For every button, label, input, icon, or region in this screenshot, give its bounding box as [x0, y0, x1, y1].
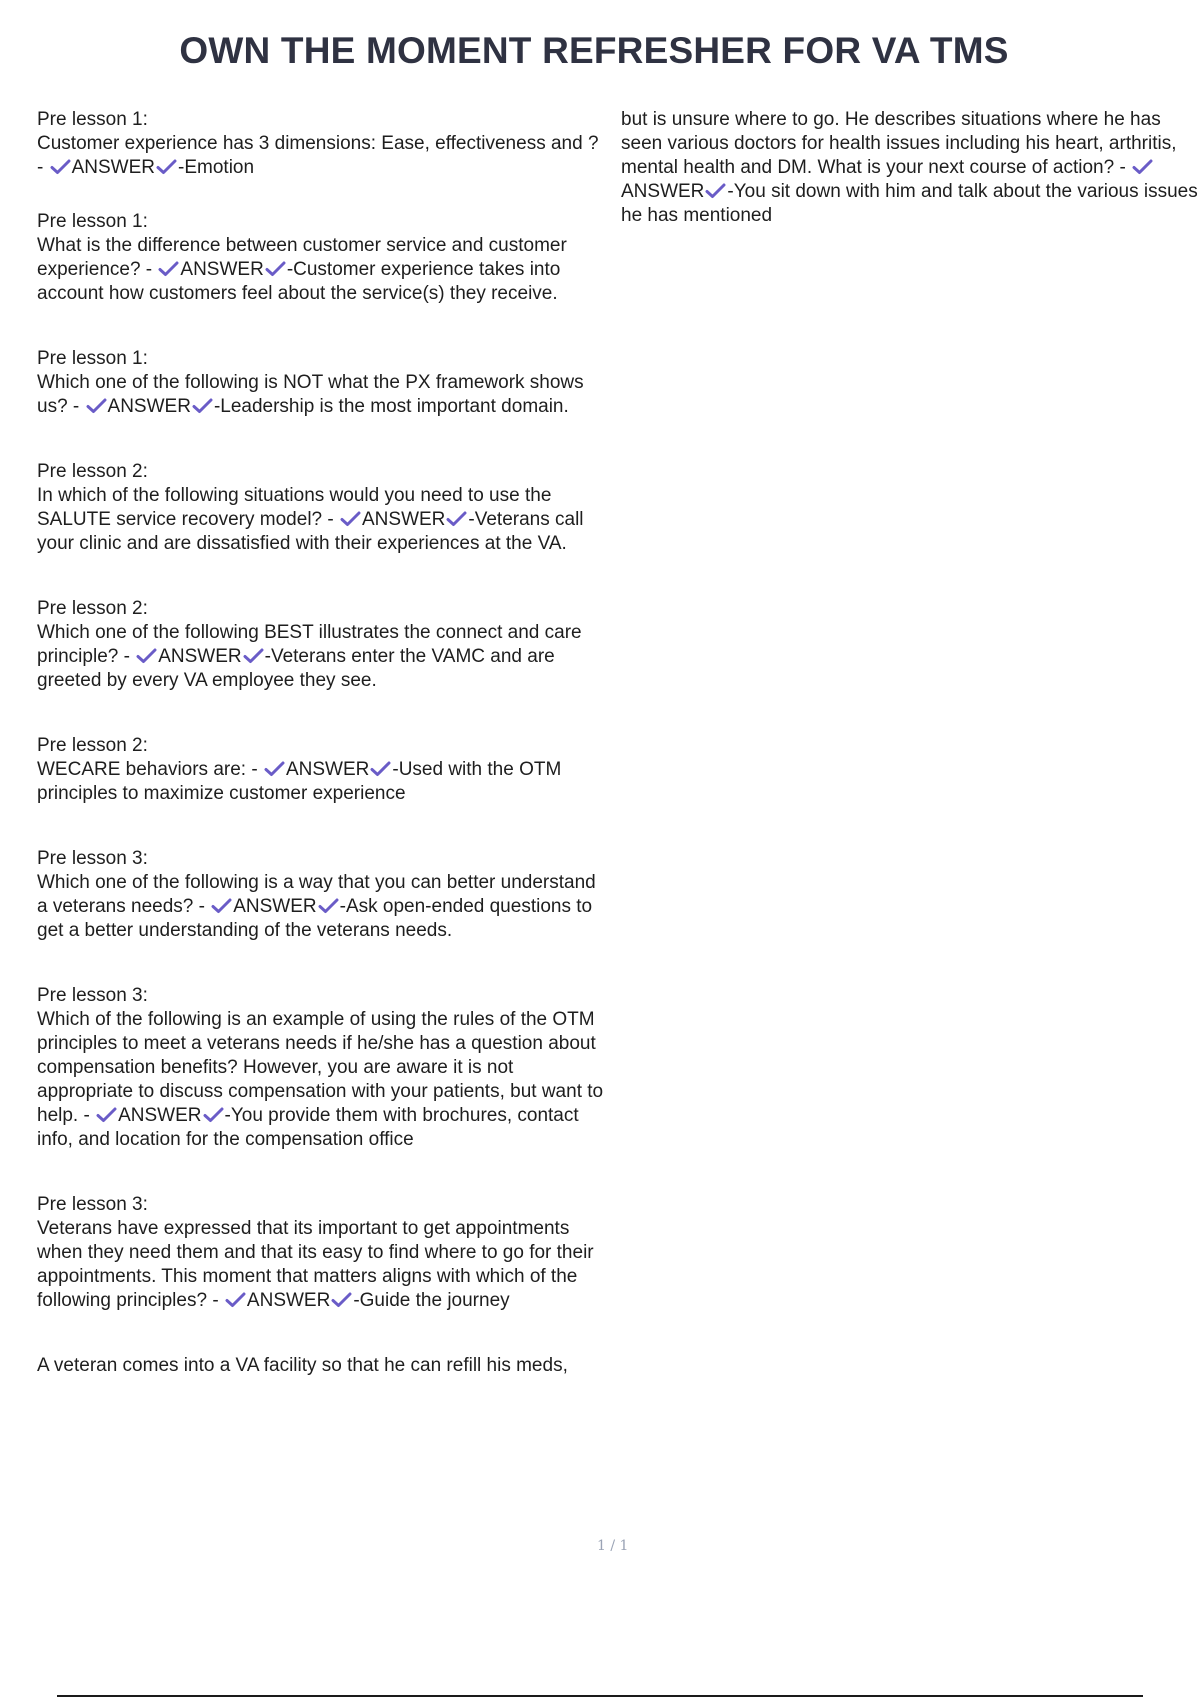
qa-item-continued-start — [37, 1354, 609, 1378]
check-icon — [50, 158, 71, 175]
question-text: Which one of the following BEST illustrates the connect and care principle? - — [37, 622, 582, 667]
question-text: Veterans have expressed that its important to get appointments when they need them and that its easy to find where to go for their appointments. This moment that matters aligns with which of the following principles? - — [37, 1218, 594, 1311]
qa-item — [37, 108, 609, 180]
lesson-label: Pre lesson 1: — [37, 348, 148, 369]
answer-text: -Leadership is the most important domain. — [213, 396, 569, 417]
check-icon — [243, 647, 264, 664]
qa-item — [37, 1193, 609, 1313]
qa-item — [37, 597, 609, 693]
check-icon — [136, 647, 157, 664]
check-icon — [158, 260, 179, 277]
check-icon — [705, 182, 726, 199]
question-text: In which of the following situations would you need to use the SALUTE service recovery model? - — [37, 485, 552, 530]
answer-word: ANSWER — [107, 396, 191, 417]
check-icon — [446, 510, 467, 527]
qa-item-continued-end — [621, 108, 1199, 228]
answer-text: -You sit down with him and talk about the various issues he has mentioned — [621, 181, 1198, 226]
check-icon — [192, 397, 213, 414]
question-text: Customer experience has 3 dimensions: Ease, effectiveness and ? - — [37, 133, 599, 178]
question-text: What is the difference between customer service and customer experience? - — [37, 235, 567, 280]
check-icon — [225, 1291, 246, 1308]
answer-text: -Veterans call your clinic and are dissatisfied with their experiences at the VA. — [37, 509, 584, 554]
check-icon — [1132, 158, 1153, 175]
answer-word: ANSWER — [180, 259, 264, 280]
lesson-label: Pre lesson 3: — [37, 985, 148, 1006]
question-text: Which one of the following is a way that you can better understand a veterans needs? - — [37, 872, 596, 917]
document-title: OWN THE MOMENT REFRESHER FOR VA TMS — [179, 30, 1009, 71]
right-column — [621, 108, 1199, 228]
answer-text: -You provide them with brochures, contact info, and location for the compensation office — [37, 1105, 579, 1150]
lesson-label: Pre lesson 1: — [37, 211, 148, 232]
left-column — [37, 108, 609, 1378]
check-icon — [203, 1106, 224, 1123]
qa-item — [37, 347, 609, 419]
lesson-label: Pre lesson 1: — [37, 109, 148, 130]
qa-item — [37, 734, 609, 806]
answer-text: -Customer experience takes into account how customers feel about the service(s) they receive. — [37, 259, 561, 304]
check-icon — [331, 1291, 352, 1308]
answer-word: ANSWER — [233, 896, 317, 917]
lesson-label: Pre lesson 2: — [37, 735, 148, 756]
answer-word: ANSWER — [71, 157, 156, 178]
question-text: A veteran comes into a VA facility so that he can refill his meds, — [37, 1355, 568, 1376]
question-text: Which of the following is an example of using the rules of the OTM principles to meet a veterans needs if he/she has a question about compensation benefits? However, you are aware it is not appropriate to discuss compensation with your patients, but want to help. - — [37, 1009, 604, 1126]
answer-word: ANSWER — [158, 646, 242, 667]
qa-item — [37, 460, 609, 556]
lesson-label: Pre lesson 2: — [37, 461, 148, 482]
answer-text: -Ask open-ended questions to get a better understanding of the veterans needs. — [37, 896, 593, 941]
qa-item — [37, 847, 609, 943]
lesson-label: Pre lesson 3: — [37, 1194, 148, 1215]
check-icon — [156, 158, 177, 175]
lesson-label: Pre lesson 2: — [37, 598, 148, 619]
footer-rule — [57, 1695, 1143, 1697]
question-text: WECARE behaviors are: - — [37, 759, 263, 780]
answer-text: -Guide the journey — [353, 1290, 510, 1311]
qa-list — [37, 108, 609, 1313]
lesson-label: Pre lesson 3: — [37, 848, 148, 869]
check-icon — [96, 1106, 117, 1123]
qa-item — [37, 984, 609, 1152]
answer-word: ANSWER — [246, 1290, 331, 1311]
check-icon — [340, 510, 361, 527]
answer-text: -Emotion — [178, 157, 255, 178]
check-icon — [265, 260, 286, 277]
check-icon — [86, 397, 107, 414]
check-icon — [211, 897, 232, 914]
answer-word: ANSWER — [118, 1105, 202, 1126]
check-icon — [318, 897, 339, 914]
qa-item — [37, 210, 609, 306]
question-text: but is unsure where to go. He describes situations where he has seen various doctors for health issues including his heart, arthritis, mental health and DM. What is your next course of action? - — [621, 109, 1177, 178]
answer-word: ANSWER — [362, 509, 446, 530]
question-text: Which one of the following is NOT what the PX framework shows us? - — [37, 372, 584, 417]
answer-word: ANSWER — [285, 759, 370, 780]
answer-text: -Veterans enter the VAMC and are greeted by every VA employee they see. — [37, 646, 555, 691]
answer-word: ANSWER — [621, 181, 705, 202]
answer-text: -Used with the OTM principles to maximize customer experience — [37, 759, 562, 804]
check-icon — [370, 760, 391, 777]
check-icon — [264, 760, 285, 777]
page-number: 1 / 1 — [597, 1538, 629, 1554]
